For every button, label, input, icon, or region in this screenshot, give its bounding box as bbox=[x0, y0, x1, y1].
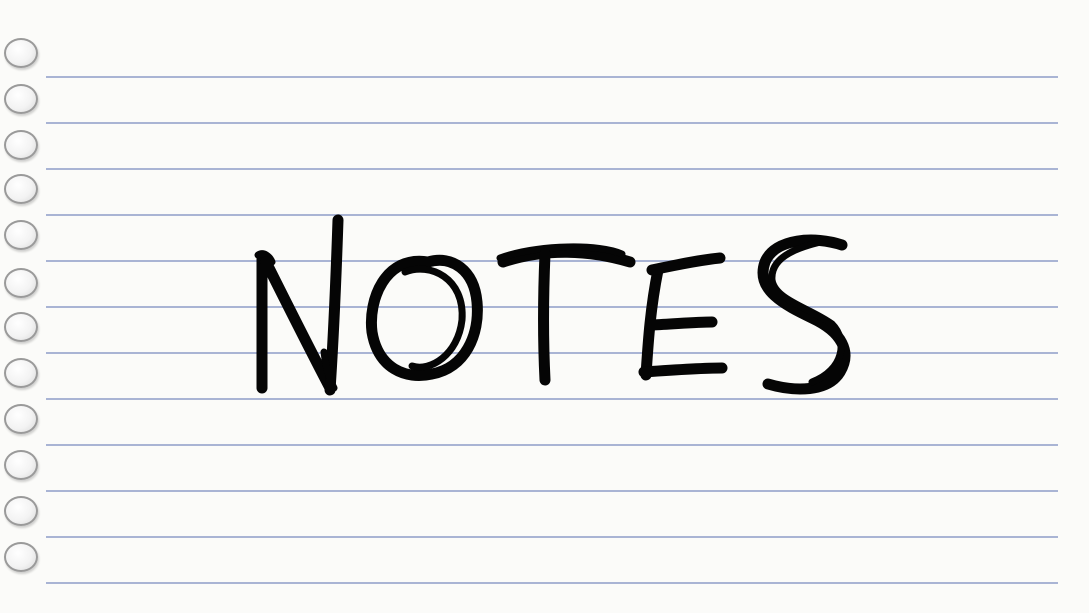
letter-s bbox=[763, 240, 845, 389]
notes-title-text: NOTES bbox=[544, 330, 548, 331]
letter-e bbox=[644, 258, 722, 375]
letter-t bbox=[500, 247, 630, 380]
letter-o bbox=[371, 260, 477, 375]
letter-n bbox=[258, 220, 338, 390]
